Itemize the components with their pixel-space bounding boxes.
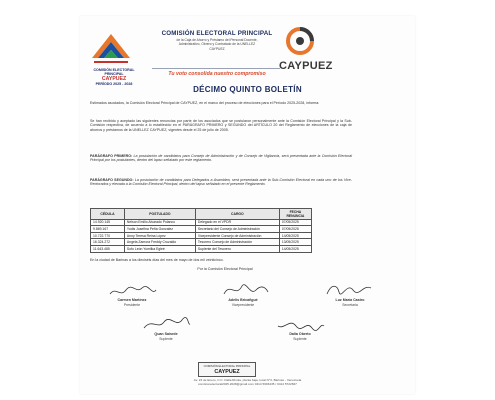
closing-date: En la ciudad de Barinas a los dieciséis días del mes de mayo de dos mil veinticinco.: [90, 258, 224, 262]
caypuez-brand: CAYPUEZ: [279, 60, 333, 72]
signature-role: Suplente: [293, 337, 307, 341]
cell-cedula: 16.324.272: [91, 239, 125, 246]
table-row: [91, 226, 312, 233]
col-cedula: CÉDULA: [91, 209, 125, 220]
signature-role: Secretaria: [342, 303, 358, 307]
cell-cedula: 10.722.770: [91, 232, 125, 239]
bulletin-title: DÉCIMO QUINTO BOLETÍN: [193, 85, 302, 94]
cell-postulado: Angela Zamora Freddy Cruzaldo: [124, 239, 195, 246]
cell-cedula: 14.920.145: [91, 219, 125, 226]
table-row: [91, 239, 312, 246]
caypuez-logo-icon: [285, 26, 315, 56]
col-cargo: CARGO: [195, 209, 279, 220]
col-fecha: FECHA RENUNCIA: [279, 209, 311, 220]
commission-logo-text: COMISIÓN ELECTORAL PRINCIPAL CAYPUEZ PERÍODO 2025 - 2028: [93, 68, 135, 87]
header-subtitle: de la Caja de Ahorro y Préstamo del Personal Docente, Administrativo, Obrero y Contratado de la UNELLEZ CAYPUEZ: [176, 38, 258, 51]
signature-role: Vicepresidente: [231, 303, 255, 307]
slogan: Tu voto consolida nuestro compromiso: [168, 71, 266, 77]
col-postulado: POSTULADO: [124, 209, 195, 220]
official-stamp: COMISIÓN ELECTORAL PRINCIPAL CAYPUEZ: [198, 362, 256, 377]
signature-scribble-icon: [220, 282, 270, 298]
paragraph-two-text: La postulación de candidatos para Delegados a Asamblea, será presentada ante la Sub-Comisión Electoral en cada uno de los Vice-Rectorados y elevada a la Comisión Electoral Principal, dentro del lapso señalado en el presente Reglamento.: [90, 178, 352, 187]
cell-postulado: Anny Teresa Reina López: [124, 232, 195, 239]
signature-name: Adelis Bricañgué: [228, 298, 258, 302]
cell-fecha: 14/05/2025: [279, 232, 311, 239]
footer-address: Av. 23 de Enero, C.C. Dalla Rivola, planta baja, local N°3, Barinas - Venezuela: [193, 378, 302, 382]
signature-name: Luz María Castro: [335, 298, 365, 302]
signature-role: Suplente: [159, 337, 173, 341]
cell-fecha: 07/05/2025: [279, 226, 311, 233]
cell-postulado: Yudis Josefina Peña Gonzalez: [124, 226, 195, 233]
cell-cedula: 9.869.167: [91, 226, 125, 233]
signature-scribble-icon: [108, 284, 158, 298]
footer-contact: comisionelectoral2025.2028@gmail.com 0414 5693435 / 0414 5722667: [198, 382, 297, 386]
cell-postulado: Sofo León Yumilka Egleé: [124, 245, 195, 252]
cell-fecha: 14/05/2025: [279, 245, 311, 252]
paragraph-two-label: PARÁGRAFO SEGUNDO:: [90, 178, 134, 182]
cell-cargo: Vicepresidente Consejo de Administración: [195, 232, 279, 239]
signature-name: Quan Saisrde: [154, 332, 178, 336]
table-row: [91, 232, 312, 239]
signature-role: Presidente: [123, 303, 141, 307]
greeting-paragraph: Estimados asociados, la Comisión Electoral Principal de CAYPUEZ, en el marco del proceso de elecciones para el Período 2025-2028, informa:: [90, 101, 320, 105]
table-header-row: [91, 209, 312, 220]
table-row: [91, 219, 312, 226]
body-paragraph: Se han recibido y aceptado las siguientes renuncias por parte de los asociados que se postularon personalmente ante la Comisión Electoral Principal y la Sub-Comisión respectiva, de acuerdo a lo establecido en el PARÁGRAFO PRIMERO y SEGUNDO del ARTÍCULO 20 del Reglamento de elecciones de la caja de ahorros y préstamos de la UNELLEZ CAYPUEZ, vigentes desde el 25 de julio de 2005.: [90, 119, 352, 132]
paragraph-two: [90, 178, 352, 187]
signature-scribble-icon: [276, 316, 326, 332]
signature-name: Carmen Martínez: [117, 298, 147, 302]
cell-postulado: Nelson Emilio Alvarado Polanco: [124, 219, 195, 226]
cell-cargo: Suplente del Tesorero: [195, 245, 279, 252]
signature-scribble-icon: [142, 316, 192, 332]
cell-cedula: 11.643.485: [91, 245, 125, 252]
header-title: COMISIÓN ELECTORAL PRINCIPAL: [161, 30, 273, 37]
cell-cargo: Tesorero Consejo de Administración: [195, 239, 279, 246]
signature-scribble-icon: [325, 280, 375, 298]
cell-fecha: 07/05/2025: [279, 219, 311, 226]
cell-cargo: Secretario del Consejo de Administración: [195, 226, 279, 233]
document-page: [80, 16, 415, 394]
footer: [90, 378, 405, 386]
resignations-table: [90, 208, 312, 253]
signature-name: Dalia Oberto: [289, 332, 311, 336]
paragraph-one: [90, 154, 352, 163]
paragraph-one-text: La postulación de candidatos para Consejo de Administración y de Consejo de Vigilancia, será presentada ante la Comisión Electoral Principal por los postulantes, dentro del lapso señalado por este reglamento.: [90, 154, 353, 163]
cell-fecha: 13/05/2025: [279, 239, 311, 246]
table-row: [91, 245, 312, 252]
paragraph-one-label: PARÁGRAFO PRIMERO:: [90, 154, 133, 158]
header-divider: [152, 68, 280, 69]
closing-by: Por la Comisión Electoral Principal: [197, 267, 253, 271]
commission-logo-icon: [86, 24, 136, 72]
cell-cargo: Delegado en el VPDR: [195, 219, 279, 226]
